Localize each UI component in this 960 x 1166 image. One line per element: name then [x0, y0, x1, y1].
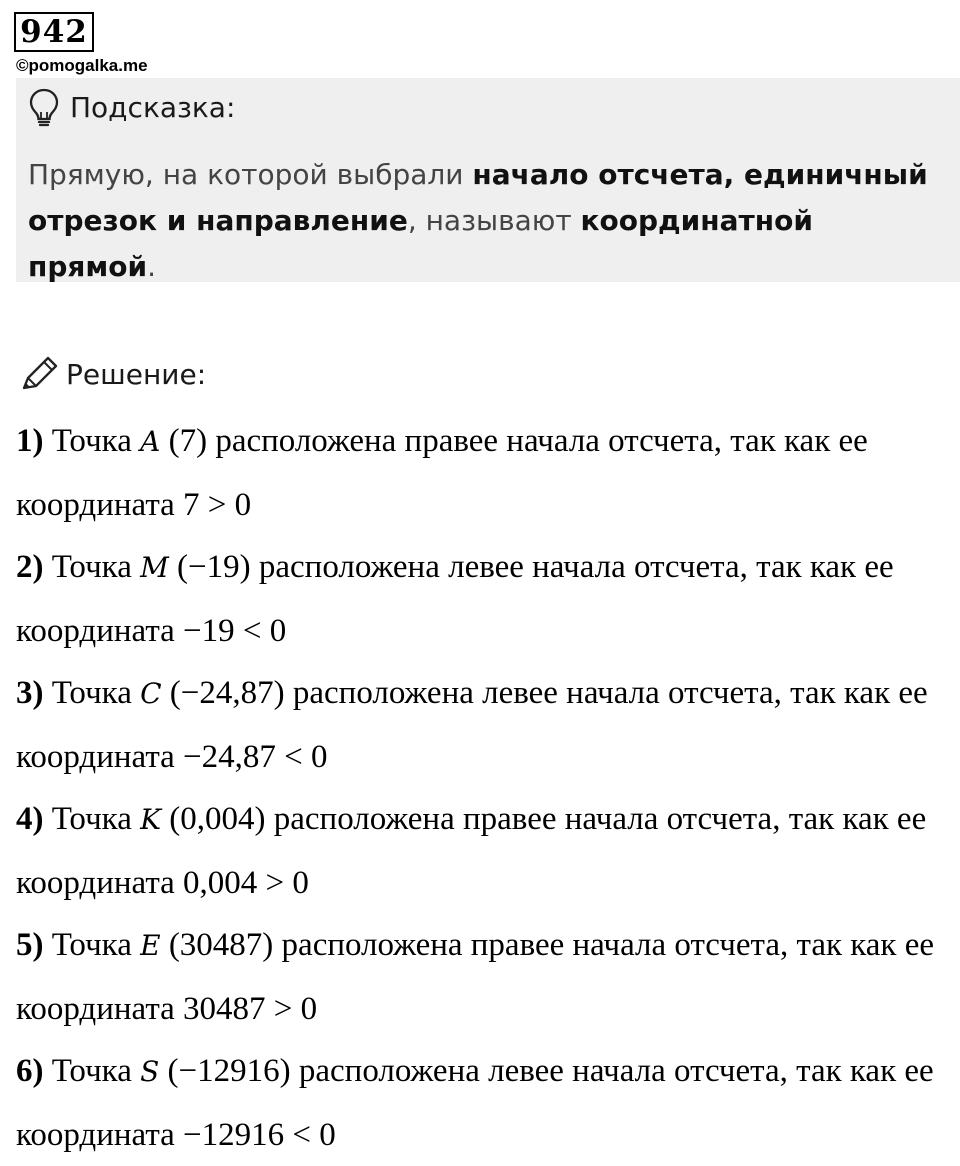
solution-item-1 — [16, 410, 960, 536]
item-number: 3) — [16, 675, 44, 711]
point-name: A — [140, 425, 161, 458]
point-name: S — [140, 1055, 160, 1088]
point-name: C — [140, 677, 162, 710]
hint-text — [28, 152, 948, 290]
hint-text-part-2: , называют — [407, 204, 581, 237]
solution-item-6 — [16, 1040, 960, 1166]
hint-text-part-1: Прямую, на которой выбрали — [28, 158, 473, 191]
item-text: (−24,87) расположена левее начала отсчета, так как ее координата −24,87 < 0 — [16, 675, 928, 775]
item-text: (−19) расположена левее начала отсчета, так как ее координата −19 < 0 — [16, 549, 894, 649]
point-name: K — [140, 803, 162, 836]
hint-text-part-3: . — [147, 250, 157, 283]
exercise-number: 942 — [14, 12, 94, 52]
item-text-lead: Точка — [43, 675, 141, 711]
item-text: (30487) расположена правее начала отсчета, так как ее координата 30487 > 0 — [16, 927, 934, 1027]
solution-item-5 — [16, 914, 960, 1040]
item-number: 5) — [16, 927, 44, 963]
hint-bold-term-2: координатной прямой — [28, 204, 813, 283]
solution-item-3 — [16, 662, 960, 788]
item-text: (7) расположена правее начала отсчета, так как ее координата 7 > 0 — [16, 423, 868, 523]
item-text-lead: Точка — [43, 801, 141, 837]
point-name: M — [140, 551, 169, 584]
item-text: (−12916) расположена левее начала отсчета, так как ее координата −12916 < 0 — [16, 1053, 934, 1153]
solution-title: Решение: — [66, 357, 207, 391]
watermark: ©pomogalka.me — [16, 56, 148, 75]
item-text-lead: Точка — [43, 549, 141, 585]
pencil-icon — [18, 354, 60, 394]
point-name: E — [140, 929, 161, 962]
item-number: 4) — [16, 801, 44, 837]
item-text: (0,004) расположена правее начала отсчета, так как ее координата 0,004 > 0 — [16, 801, 927, 901]
item-text-lead: Точка — [43, 927, 141, 963]
hint-bold-term-1: начало отсчета, единичный отрезок и направление — [28, 158, 928, 237]
solution-title-row — [18, 352, 206, 396]
hint-title-row — [28, 84, 235, 130]
hint-title: Подсказка: — [70, 90, 236, 124]
lightbulb-icon — [28, 87, 60, 127]
item-number: 6) — [16, 1053, 44, 1089]
item-number: 1) — [16, 423, 44, 459]
item-text-lead: Точка — [43, 423, 141, 459]
solution-item-2 — [16, 536, 960, 662]
item-text-lead: Точка — [43, 1053, 141, 1089]
item-number: 2) — [16, 549, 44, 585]
solution-item-4 — [16, 788, 960, 914]
solution-list — [16, 410, 960, 1166]
